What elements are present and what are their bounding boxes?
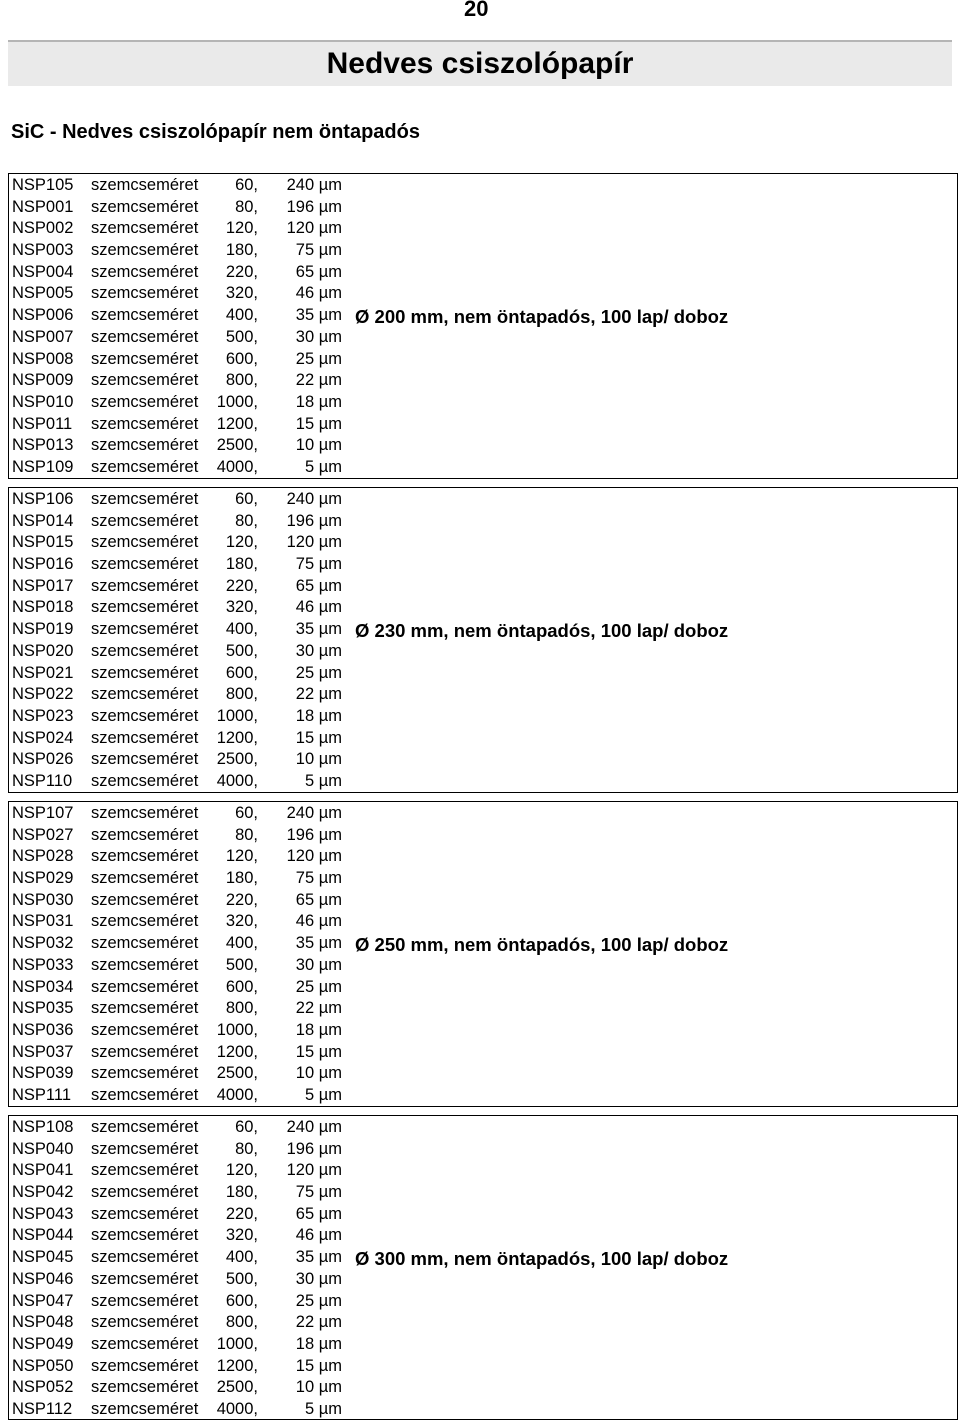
product-code: NSP014 [12,511,74,530]
grit-value: 500, [225,955,258,974]
grit-label: szemcseméret [91,349,199,368]
particle-size: 22 µm [295,371,342,390]
grit-label: szemcseméret [91,977,199,996]
grit-value: 180, [225,555,258,574]
product-group [8,801,958,1107]
grit-label: szemcseméret [91,685,199,704]
grit-label: szemcseméret [91,1161,199,1180]
product-code: NSP041 [12,1161,74,1180]
grit-label: szemcseméret [91,371,199,390]
product-code: NSP032 [12,934,74,953]
grit-label: szemcseméret [91,1226,199,1245]
grit-value: 1200, [216,414,258,433]
grit-label: szemcseméret [91,1085,199,1104]
product-code: NSP050 [12,1356,74,1375]
grit-label: szemcseméret [91,1313,199,1332]
particle-size: 240 µm [286,804,342,822]
particle-size: 120 µm [286,1161,342,1180]
particle-size: 5 µm [304,771,342,790]
particle-size: 120 µm [286,847,342,866]
grit-value: 500, [225,1269,258,1288]
group-description: Ø 230 mm, nem öntapadós, 100 lap/ doboz [355,620,729,642]
grit-value: 180, [225,1183,258,1202]
particle-size: 240 µm [286,490,342,508]
grit-value: 800, [225,685,258,704]
grit-label: szemcseméret [91,576,199,595]
grit-label: szemcseméret [91,555,199,574]
particle-size: 65 µm [295,262,342,281]
grit-label: szemcseméret [91,511,199,530]
grit-value: 1000, [216,706,258,725]
particle-size: 35 µm [295,1248,342,1267]
particle-size: 30 µm [295,641,342,660]
particle-size: 22 µm [295,685,342,704]
grit-label: szemcseméret [91,869,199,888]
grit-value: 4000, [216,457,258,476]
grit-label: szemcseméret [91,1204,199,1223]
product-code: NSP029 [12,869,74,888]
grit-value: 800, [225,371,258,390]
grit-label: szemcseméret [91,750,199,769]
group-description: Ø 300 mm, nem öntapadós, 100 lap/ doboz [355,1248,729,1270]
product-code: NSP033 [12,955,74,974]
product-code: NSP034 [12,977,74,996]
grit-value: 60, [235,1118,258,1136]
grit-value: 1200, [216,728,258,747]
particle-size: 15 µm [295,1356,342,1375]
grit-value: 400, [225,1248,258,1267]
particle-size: 75 µm [295,555,342,574]
grit-value: 600, [225,349,258,368]
grit-value: 60, [235,176,258,194]
product-code: NSP018 [12,598,74,617]
particle-size: 15 µm [295,1042,342,1061]
grit-label: szemcseméret [91,912,199,931]
particle-size: 30 µm [295,955,342,974]
grit-value: 800, [225,1313,258,1332]
product-code: NSP046 [12,1269,74,1288]
grit-label: szemcseméret [91,663,199,682]
particle-size: 65 µm [295,1204,342,1223]
grit-label: szemcseméret [91,533,199,552]
grit-label: szemcseméret [91,197,199,216]
grit-value: 220, [225,1204,258,1223]
grit-label: szemcseméret [91,1378,199,1397]
product-code: NSP002 [12,219,74,238]
grit-value: 320, [225,1226,258,1245]
particle-size: 46 µm [295,1226,342,1245]
product-code: NSP005 [12,284,74,303]
product-group [8,1115,958,1420]
product-code: NSP026 [12,750,74,769]
product-code: NSP006 [12,306,74,325]
particle-size: 120 µm [286,219,342,238]
grit-value: 180, [225,869,258,888]
product-code: NSP049 [12,1334,74,1353]
grit-value: 600, [225,663,258,682]
particle-size: 25 µm [295,977,342,996]
grit-value: 2500, [216,750,258,769]
product-code: NSP107 [12,804,74,822]
particle-size: 65 µm [295,890,342,909]
grit-label: szemcseméret [91,728,199,747]
particle-size: 25 µm [295,663,342,682]
particle-size: 30 µm [295,1269,342,1288]
grit-label: szemcseméret [91,1118,199,1136]
grit-value: 600, [225,1291,258,1310]
particle-size: 196 µm [286,197,342,216]
page-number: 20 [464,0,489,21]
particle-size: 18 µm [295,1334,342,1353]
particle-size: 18 µm [295,1020,342,1039]
grit-value: 120, [225,847,258,866]
grit-label: szemcseméret [91,771,199,790]
grit-label: szemcseméret [91,598,199,617]
product-code: NSP009 [12,371,74,390]
grit-value: 1200, [216,1356,258,1375]
grit-label: szemcseméret [91,457,199,476]
grit-label: szemcseméret [91,490,199,508]
particle-size: 35 µm [295,934,342,953]
grit-label: szemcseméret [91,414,199,433]
product-code: NSP028 [12,847,74,866]
product-code: NSP015 [12,533,74,552]
grit-label: szemcseméret [91,1248,199,1267]
product-code: NSP047 [12,1291,74,1310]
product-code: NSP019 [12,620,74,639]
product-code: NSP008 [12,349,74,368]
grit-value: 120, [225,1161,258,1180]
grit-value: 600, [225,977,258,996]
product-code: NSP023 [12,706,74,725]
particle-size: 10 µm [295,1064,342,1083]
particle-size: 196 µm [286,511,342,530]
grit-value: 500, [225,641,258,660]
product-code: NSP031 [12,912,74,931]
section-subtitle: SiC - Nedves csiszolópapír nem öntapadós [11,121,420,143]
product-code: NSP039 [12,1064,74,1083]
grit-value: 320, [225,284,258,303]
grit-label: szemcseméret [91,825,199,844]
product-code: NSP106 [12,490,74,508]
grit-label: szemcseméret [91,219,199,238]
product-code: NSP040 [12,1139,74,1158]
grit-label: szemcseméret [91,1042,199,1061]
grit-value: 500, [225,327,258,346]
grit-label: szemcseméret [91,804,199,822]
particle-size: 46 µm [295,598,342,617]
grit-value: 400, [225,934,258,953]
grit-value: 400, [225,620,258,639]
grit-value: 120, [225,219,258,238]
particle-size: 196 µm [286,1139,342,1158]
grit-value: 400, [225,306,258,325]
grit-value: 80, [235,197,258,216]
product-code: NSP108 [12,1118,74,1136]
product-code: NSP048 [12,1313,74,1332]
particle-size: 65 µm [295,576,342,595]
particle-size: 18 µm [295,392,342,411]
particle-size: 5 µm [304,1085,342,1104]
grit-label: szemcseméret [91,392,199,411]
grit-label: szemcseméret [91,890,199,909]
product-code: NSP045 [12,1248,74,1267]
particle-size: 240 µm [286,1118,342,1136]
product-code: NSP037 [12,1042,74,1061]
product-code: NSP020 [12,641,74,660]
grit-value: 220, [225,576,258,595]
grit-label: szemcseméret [91,1269,199,1288]
particle-size: 10 µm [295,1378,342,1397]
grit-label: szemcseméret [91,176,199,194]
product-group [8,173,958,479]
grit-label: szemcseméret [91,306,199,325]
particle-size: 75 µm [295,1183,342,1202]
product-code: NSP030 [12,890,74,909]
grit-label: szemcseméret [91,327,199,346]
product-code: NSP042 [12,1183,74,1202]
particle-size: 18 µm [295,706,342,725]
product-code: NSP011 [12,414,73,433]
grit-value: 220, [225,890,258,909]
grit-label: szemcseméret [91,1020,199,1039]
product-code: NSP017 [12,576,74,595]
particle-size: 25 µm [295,349,342,368]
product-code: NSP112 [12,1399,73,1418]
product-code: NSP024 [12,728,74,747]
grit-value: 320, [225,598,258,617]
grit-value: 80, [235,511,258,530]
grit-label: szemcseméret [91,934,199,953]
grit-value: 2500, [216,436,258,455]
grit-label: szemcseméret [91,847,199,866]
particle-size: 75 µm [295,869,342,888]
page-title-text: Nedves csiszolópapír [326,47,634,80]
grit-value: 4000, [216,1399,258,1418]
grit-value: 60, [235,490,258,508]
particle-size: 196 µm [286,825,342,844]
particle-size: 15 µm [295,414,342,433]
product-code: NSP111 [12,1085,72,1104]
product-code: NSP043 [12,1204,74,1223]
grit-label: szemcseméret [91,999,199,1018]
grit-label: szemcseméret [91,241,199,260]
grit-label: szemcseméret [91,620,199,639]
product-code: NSP016 [12,555,74,574]
particle-size: 35 µm [295,306,342,325]
grit-value: 320, [225,912,258,931]
product-code: NSP044 [12,1226,74,1245]
grit-value: 60, [235,804,258,822]
grit-value: 1000, [216,392,258,411]
product-code: NSP022 [12,685,74,704]
product-code: NSP105 [12,176,74,194]
particle-size: 30 µm [295,327,342,346]
particle-size: 22 µm [295,1313,342,1332]
grit-label: szemcseméret [91,1399,199,1418]
grit-value: 120, [225,533,258,552]
particle-size: 5 µm [304,457,342,476]
particle-size: 120 µm [286,533,342,552]
product-code: NSP110 [12,771,73,790]
particle-size: 25 µm [295,1291,342,1310]
grit-label: szemcseméret [91,284,199,303]
grit-value: 800, [225,999,258,1018]
grit-label: szemcseméret [91,641,199,660]
particle-size: 46 µm [295,284,342,303]
group-description: Ø 200 mm, nem öntapadós, 100 lap/ doboz [355,306,729,328]
product-code: NSP003 [12,241,74,260]
grit-label: szemcseméret [91,1334,199,1353]
grit-value: 180, [225,241,258,260]
grit-label: szemcseméret [91,436,199,455]
product-code: NSP035 [12,999,74,1018]
grit-value: 2500, [216,1064,258,1083]
product-code: NSP013 [12,436,74,455]
page-title [0,47,960,81]
product-code: NSP027 [12,825,74,844]
grit-value: 1000, [216,1334,258,1353]
particle-size: 75 µm [295,241,342,260]
grit-label: szemcseméret [91,1291,199,1310]
particle-size: 10 µm [295,750,342,769]
grit-label: szemcseméret [91,1064,199,1083]
grit-label: szemcseméret [91,1356,199,1375]
grit-value: 80, [235,825,258,844]
particle-size: 240 µm [286,176,342,194]
grit-value: 2500, [216,1378,258,1397]
product-code: NSP007 [12,327,74,346]
product-group [8,487,958,793]
particle-size: 46 µm [295,912,342,931]
grit-label: szemcseméret [91,262,199,281]
product-code: NSP001 [12,197,74,216]
particle-size: 5 µm [304,1399,342,1418]
grit-value: 220, [225,262,258,281]
product-code: NSP010 [12,392,74,411]
particle-size: 15 µm [295,728,342,747]
particle-size: 22 µm [295,999,342,1018]
grit-label: szemcseméret [91,1139,199,1158]
particle-size: 10 µm [295,436,342,455]
grit-label: szemcseméret [91,955,199,974]
product-code: NSP021 [12,663,74,682]
grit-value: 80, [235,1139,258,1158]
product-code: NSP052 [12,1378,74,1397]
grit-value: 1200, [216,1042,258,1061]
grit-value: 4000, [216,771,258,790]
product-code: NSP004 [12,262,74,281]
grit-label: szemcseméret [91,1183,199,1202]
grit-value: 4000, [216,1085,258,1104]
product-code: NSP036 [12,1020,74,1039]
group-description: Ø 250 mm, nem öntapadós, 100 lap/ doboz [355,934,729,956]
grit-value: 1000, [216,1020,258,1039]
product-code: NSP109 [12,457,74,476]
grit-label: szemcseméret [91,706,199,725]
particle-size: 35 µm [295,620,342,639]
